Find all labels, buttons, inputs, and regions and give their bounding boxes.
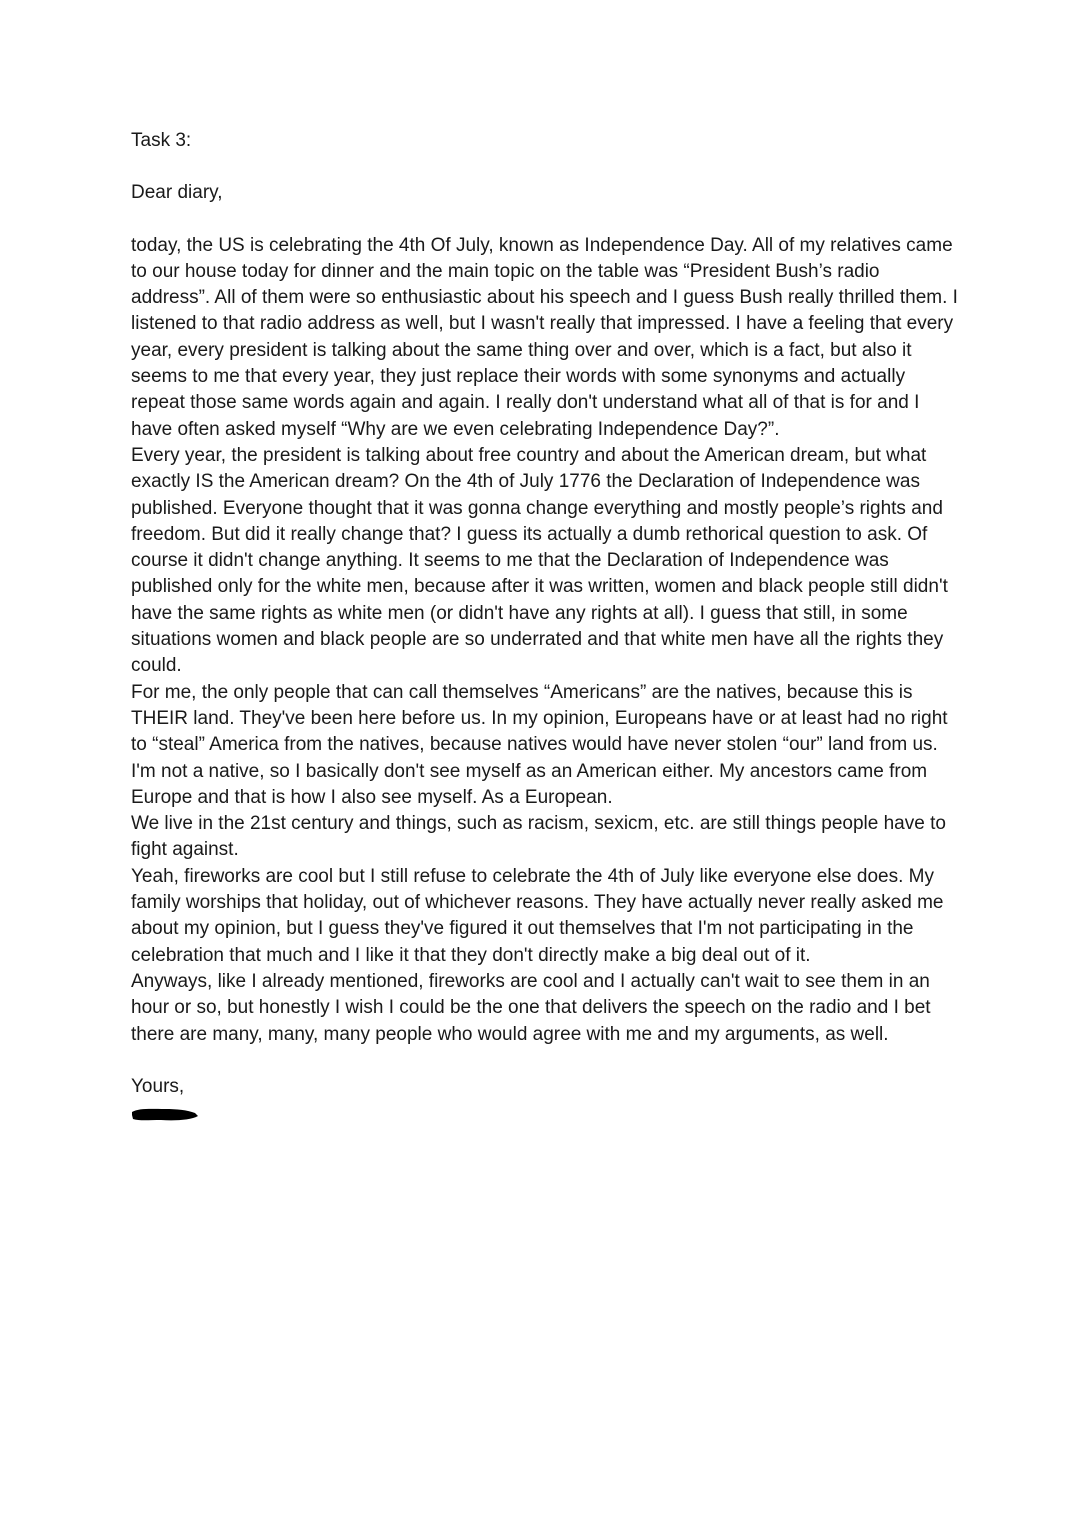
paragraph-3: For me, the only people that can call themselves “Americans” are the natives, because this is THEIR land. They've been here before us. In my opinion, Europeans have or at least had no right to “steal” America from the natives, because natives would have never stolen “our” land from us. I'm not a native, so I basically don't see myself as an American either. My ancestors came from Europe and that is how I also see myself. As a European. <box>131 681 948 808</box>
paragraph-5: Yeah, fireworks are cool but I still refuse to celebrate the 4th of July like everyone else does. My family worships that holiday, out of whichever reasons. They have actually never really asked me about my opinion, but I guess they've figured it out themselves that I'm not participating in the celebration that much and I like it that they don't directly make a big deal out of it. <box>131 865 944 966</box>
closing: Yours, <box>131 1075 185 1097</box>
paragraph-1: today, the US is celebrating the 4th Of July, known as Independence Day. All of my relatives came to our house today for dinner and the main topic on the table was “President Bush’s radio address”. All of them were so enthusiastic about his speech and I guess Bush really thrilled them. I listened to that radio address as well, but I wasn't really that impressed. I have a feeling that every year, every president is talking about the same thing over and over, which is a fact, but also it seems to me that every year, they just replace their words with some synonyms and actually repeat those same words again and again. I really don't understand what all of that is for and I have often asked myself “Why are we even celebrating Independence Day?”. <box>131 234 958 440</box>
paragraph-2: Every year, the president is talking about free country and about the American dream, but what exactly IS the American dream? On the 4th of July 1776 the Declaration of Independence was published. Everyone thought that it was gonna change everything and mostly people’s rights and freedom. But did it really change that? I guess its actually a dumb rethorical question to ask. Of course it didn't change anything. It seems to me that the Declaration of Independence was published only for the white men, because after it was written, women and black people still didn't have the same rights as white men (or didn't have any rights at all). I guess that still, in some situations women and black people are so underrated and that white men have all the rights they could. <box>131 444 948 677</box>
task-label: Task 3: <box>131 130 192 151</box>
redaction-mark <box>131 1106 199 1122</box>
salutation: Dear diary, <box>131 182 223 204</box>
paragraph-4: We live in the 21st century and things, such as racism, sexicm, etc. are still things people have to fight against. <box>131 813 946 861</box>
document-body <box>131 128 961 1122</box>
redacted-signature <box>131 1106 199 1122</box>
paragraph-6: Anyways, like I already mentioned, fireworks are cool and I actually can't wait to see them in an hour or so, but honestly I wish I could be the one that delivers the speech on the radio and I bet there are many, many, many people who would agree with me and my arguments, as well. <box>131 970 931 1045</box>
